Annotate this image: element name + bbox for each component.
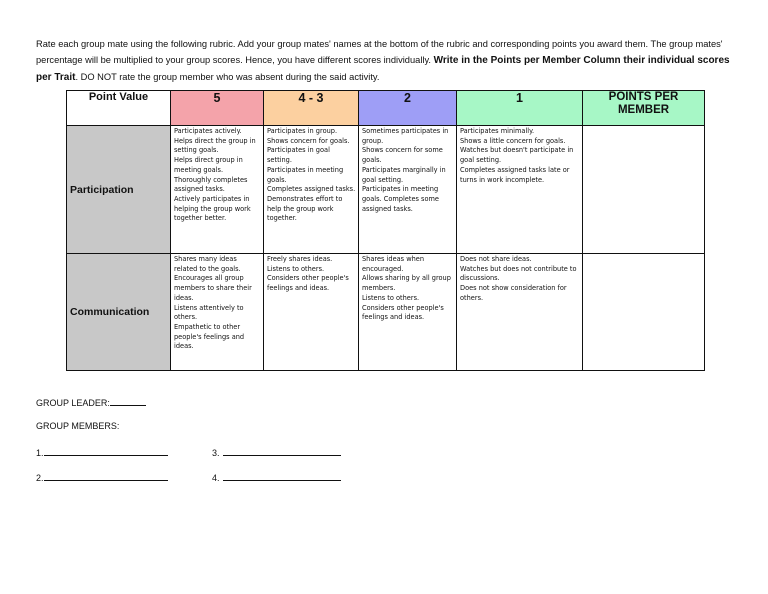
criterion-line: Does not show consideration for others.	[460, 284, 567, 302]
member-2-blank[interactable]	[44, 471, 168, 481]
member-4-label: 4.	[212, 473, 220, 483]
participation-score-1	[457, 126, 583, 254]
member-3-line	[212, 446, 341, 458]
criterion-line: Completes assigned tasks.	[267, 185, 356, 194]
communication-row	[67, 254, 705, 371]
criterion-line: Shows concern for goals. Participates in goal setting.	[267, 136, 350, 165]
criterion-line: Freely shares ideas.	[267, 255, 333, 263]
participation-score-5	[171, 126, 264, 254]
criterion-line: Thoroughly completes assigned tasks.	[174, 175, 248, 194]
score-1-header: 1	[457, 91, 583, 126]
communication-score-4-3	[264, 254, 359, 371]
score-4-3-header: 4 - 3	[264, 91, 359, 126]
participation-points-input[interactable]	[583, 126, 705, 254]
criterion-line: Participates marginally in goal setting.	[362, 165, 446, 184]
member-4-blank[interactable]	[223, 471, 341, 481]
criterion-line: Helps direct the group in setting goals.	[174, 136, 256, 155]
header-row	[67, 91, 705, 126]
member-2-line	[36, 471, 168, 483]
participation-row	[67, 126, 705, 254]
group-members-label: GROUP MEMBERS:	[36, 421, 120, 431]
criterion-line: Participates in meeting goals.	[267, 165, 344, 184]
score-2-header: 2	[359, 91, 457, 126]
criterion-line: Shows a little concern for goals.	[460, 136, 566, 145]
criterion-line: Does not share ideas.	[460, 255, 532, 263]
criterion-line: Actively participates in helping the group work together better.	[174, 194, 251, 223]
group-leader-label: GROUP LEADER:	[36, 398, 110, 408]
criterion-line: Participates in meeting goals. Completes some assigned tasks.	[362, 185, 439, 213]
member-1-blank[interactable]	[44, 446, 168, 456]
criterion-line: Helps direct group in meeting goals.	[174, 156, 243, 174]
participation-score-4-3	[264, 126, 359, 254]
instructions-text-end: . DO NOT rate the group member who was absent during the said activity.	[75, 72, 380, 82]
criterion-line: Watches but doesn't participate in goal setting.	[460, 146, 574, 165]
point-value-header: Point Value	[67, 91, 171, 126]
criterion-line: Allows sharing by all group members.	[362, 274, 451, 293]
participation-score-2	[359, 126, 457, 254]
criterion-line: Watches but does not contribute to discussions.	[460, 264, 577, 283]
criterion-line: Encourages all group members to share their ideas.	[174, 274, 252, 302]
criterion-line: Considers other people's feelings and ideas.	[362, 303, 444, 322]
criterion-line: Participates actively.	[174, 127, 242, 135]
criterion-line: Sometimes participates in group.	[362, 127, 449, 145]
criterion-line: Participates minimally.	[460, 127, 535, 135]
points-per-member-header: POINTS PER MEMBER	[583, 91, 705, 126]
instructions	[36, 36, 736, 86]
communication-score-2	[359, 254, 457, 371]
criterion-line: Listens attentively to others.	[174, 303, 244, 322]
criterion-line: Demonstrates effort to help the group work together.	[267, 194, 343, 223]
member-4-line	[212, 471, 341, 483]
criterion-line: Considers other people's feelings and ideas.	[267, 274, 349, 293]
criterion-line: Shares ideas when encouraged.	[362, 255, 425, 273]
member-2-label: 2.	[36, 473, 44, 483]
trait-participation: Participation	[67, 126, 171, 254]
criterion-line: Completes assigned tasks late or turns in work incomplete.	[460, 165, 570, 184]
member-1-label: 1.	[36, 448, 44, 458]
trait-communication: Communication	[67, 254, 171, 371]
criterion-line: Shares many ideas related to the goals.	[174, 255, 241, 273]
criterion-line: Listens to others.	[362, 293, 420, 302]
instructions-text: Rate each group mate using the following rubric. Add your group mates' names at the bottom of the rubric and corresponding points you award them. The group mates' percentage will be multiplied to your group scores. Hence, you have different scores individually.	[36, 39, 723, 65]
member-3-blank[interactable]	[223, 446, 341, 456]
rubric-table	[66, 90, 705, 371]
instructions-bold: Write in the Points per Member Column their individual scores per Trait	[36, 55, 730, 83]
group-leader-blank[interactable]	[110, 396, 146, 406]
score-5-header: 5	[171, 91, 264, 126]
group-leader-line	[36, 396, 146, 408]
member-1-line	[36, 446, 168, 458]
communication-points-input[interactable]	[583, 254, 705, 371]
criterion-line: Participates in group.	[267, 127, 338, 135]
criterion-line: Listens to others.	[267, 264, 325, 273]
criterion-line: Shows concern for some goals.	[362, 146, 443, 165]
member-3-label: 3.	[212, 448, 220, 458]
communication-score-1	[457, 254, 583, 371]
criterion-line: Empathetic to other people's feelings and ideas.	[174, 322, 245, 351]
communication-score-5	[171, 254, 264, 371]
